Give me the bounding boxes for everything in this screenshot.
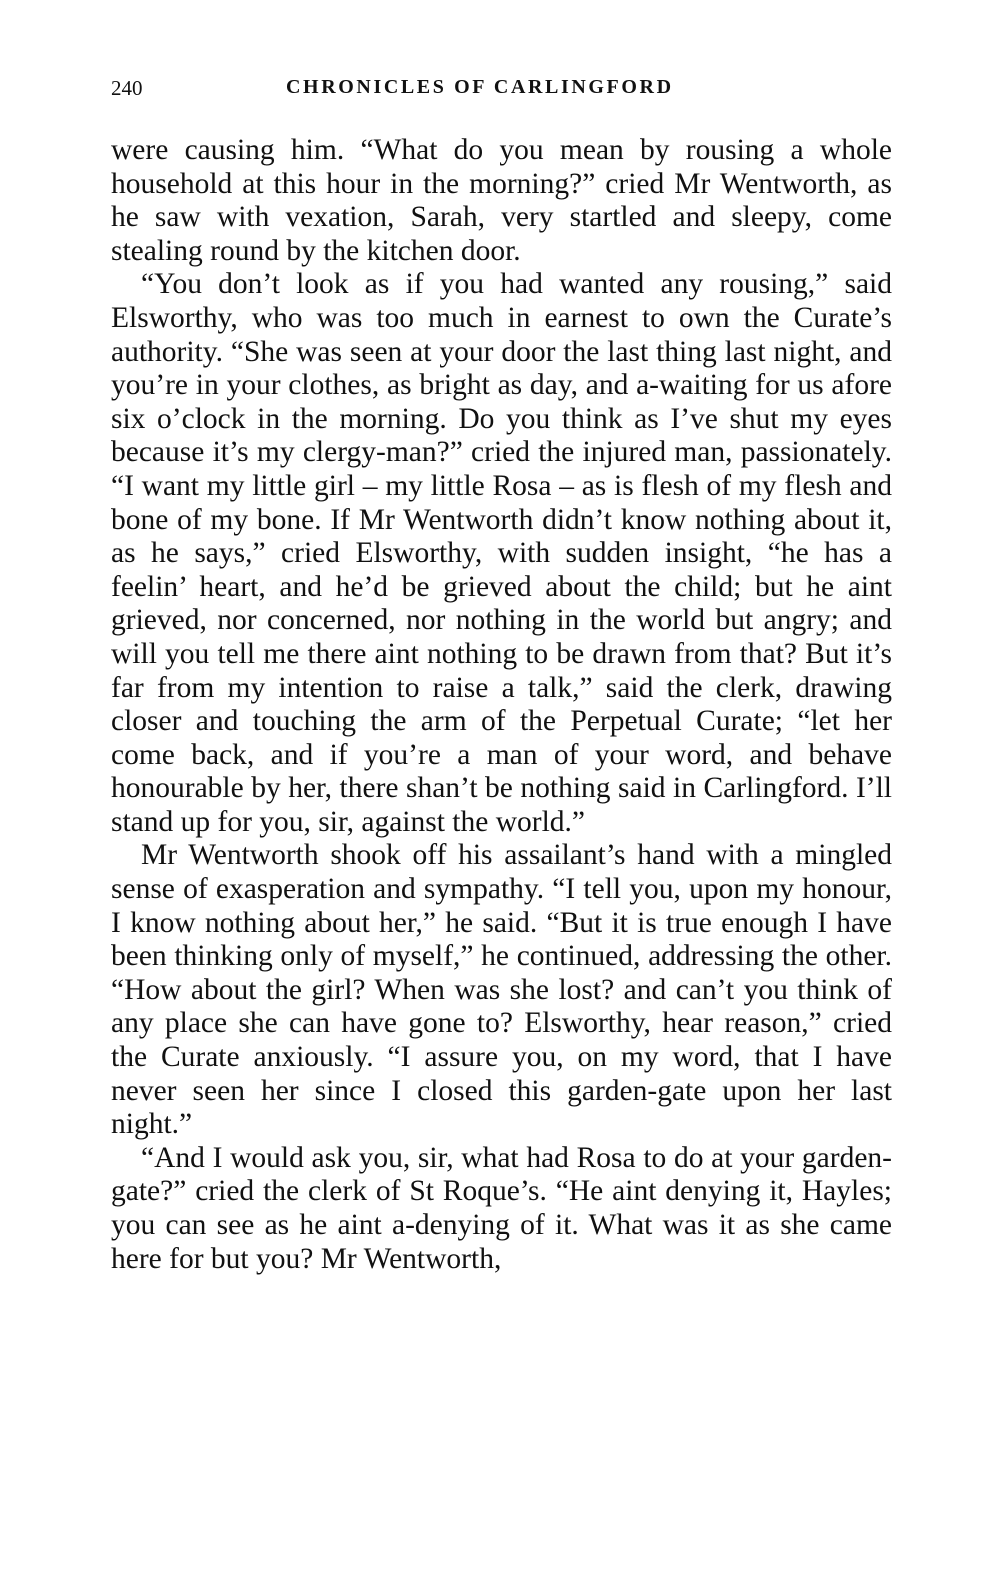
running-title: CHRONICLES OF CARLINGFORD [286,76,674,98]
paragraph: Mr Wentworth shook off his assailant’s hand with a mingled sense of exasperation and sympathy. “I tell you, upon my honour, I know nothing about her,” he said. “But it is true enough I have been thinking only of myself,” he continued, addressing the other. “How about the girl? When was she lost? and can’t you think of any place she can have gone to? Elsworthy, hear reason,” cried the Curate anxiously. “I assure you, on my word, that I have never seen her since I closed this garden-gate upon her last night.” [111,839,892,1141]
page-number: 240 [111,76,143,100]
book-page [111,70,892,1276]
page-header [111,70,892,110]
body-text [111,134,892,1276]
paragraph: were causing him. “What do you mean by rousing a whole household at this hour in the morning?” cried Mr Wentworth, as he saw with vexation, Sarah, very startled and sleepy, come stealing round by the kitchen door. [111,134,892,267]
paragraph: “And I would ask you, sir, what had Rosa to do at your garden-gate?” cried the clerk of St Roque’s. “He aint denying it, Hayles; you can see as he aint a-denying of it. What was it as she came here for but you? Mr Wentworth, [111,1141,892,1275]
paragraph: “You don’t look as if you had wanted any rousing,” said Elsworthy, who was too much in earnest to own the Curate’s authority. “She was seen at your door the last thing last night, and you’re in your clothes, as bright as day, and a-waiting for us afore six o’clock in the morning. Do you think as I’ve shut my eyes because it’s my clergy-man?” cried the injured man, passionately. “I want my little girl – my little Rosa – as is flesh of my flesh and bone of my bone. If Mr Wentworth didn’t know nothing about it, as he says,” cried Elsworthy, with sudden insight, “he has a feelin’ heart, and he’d be grieved about the child; but he aint grieved, nor concerned, nor nothing in the world but angry; and will you tell me there aint nothing to be drawn from that? But it’s far from my intention to raise a talk,” said the clerk, drawing closer and touching the arm of the Perpetual Curate; “let her come back, and if you’re a man of your word, and behave honourable by her, there shan’t be nothing said in Carlingford. I’ll stand up for you, sir, against the world.” [111,268,892,838]
